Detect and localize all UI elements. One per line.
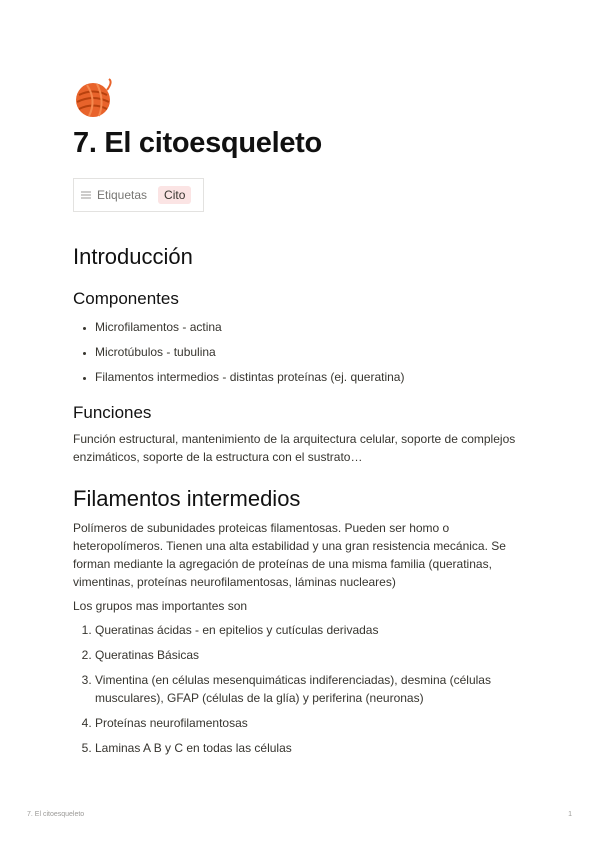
list-item: 4. Proteínas neurofilamentosas [95, 714, 533, 732]
filamentos-paragraph: Polímeros de subunidades proteicas filamentosas. Pueden ser homo o heteropolímeros. Tienen una alta estabilidad y una gran resistencia mecánica. Se forman mediante la agregación de proteínas de una misma familia (queratinas, vimentinas, proteínas neurofilamentosas, láminas nucleares) [73, 521, 506, 589]
heading-funciones: Funciones [73, 403, 152, 422]
componentes-list [73, 318, 533, 386]
funciones-paragraph: Función estructural, mantenimiento de la arquitectura celular, soporte de complejos enzimáticos, soporte de la estructura con el sustrato… [73, 432, 516, 464]
heading-introduccion: Introducción [73, 244, 193, 269]
list-item: 2. Queratinas Básicas [95, 646, 533, 664]
properties-row[interactable] [73, 178, 204, 212]
list-item: 5. Laminas A B y C en todas las células [95, 739, 533, 757]
properties-label: Etiquetas [97, 188, 148, 202]
list-item: • Microfilamentos - actina [95, 318, 533, 336]
footer-title: 7. El citoesqueleto [27, 811, 85, 818]
heading-componentes: Componentes [73, 289, 179, 308]
list-item: • Filamentos intermedios - distintas proteínas (ej. queratina) [95, 368, 533, 386]
list-item: 3. Vimentina (en células mesenquimáticas indiferenciadas), desmina (células musculares), GFAP (células de la glía) y periferina (neuronas) [95, 671, 533, 707]
tag-badge[interactable]: Cito [158, 186, 191, 204]
yarn-ball-icon [73, 78, 115, 120]
page-content [73, 78, 533, 764]
groups-list [73, 621, 533, 757]
footer-page-number: 1 [568, 811, 572, 818]
heading-filamentos-intermedios: Filamentos intermedios [73, 486, 301, 511]
groups-intro: Los grupos mas importantes son [73, 599, 248, 613]
list-item: 1. Queratinas ácidas - en epitelios y cutículas derivadas [95, 621, 533, 639]
list-item: • Microtúbulos - tubulina [95, 343, 533, 361]
page-title: 7. El citoesqueleto [73, 127, 322, 159]
list-icon [80, 189, 92, 201]
